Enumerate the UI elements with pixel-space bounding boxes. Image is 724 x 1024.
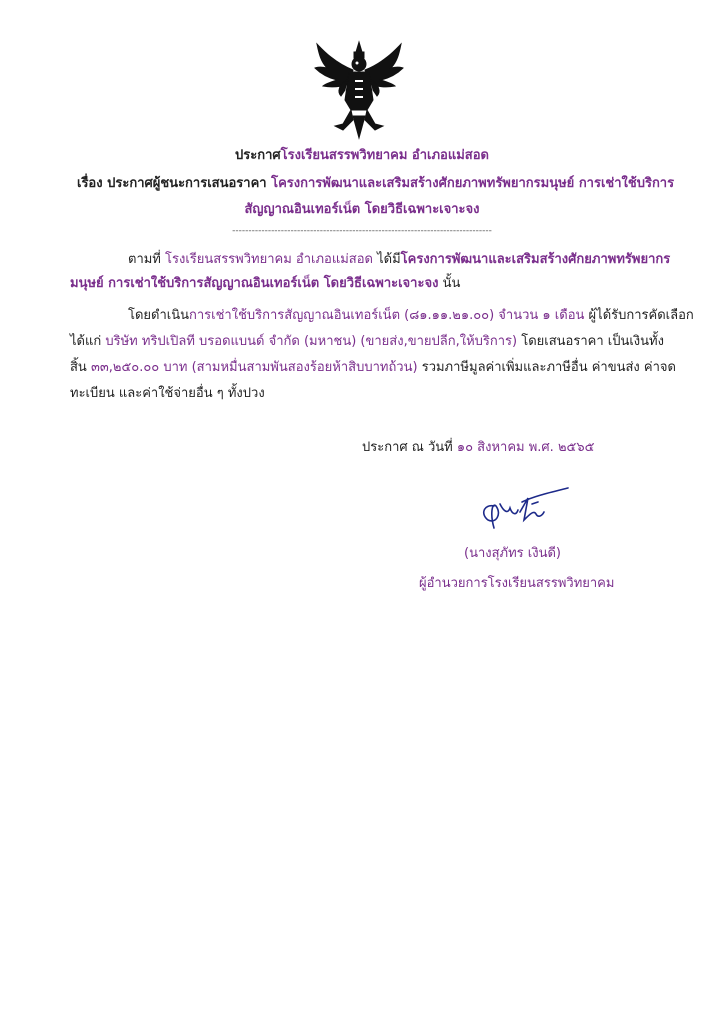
p2-tail: ผู้ได้รับการคัดเลือก [584, 308, 694, 323]
divider: -------------------------------------------------------------------------------- [232, 226, 492, 236]
signer-position: ผู้อำนวยการโรงเรียนสรรพวิทยาคม [419, 576, 615, 591]
p4-prefix: สิ้น [70, 360, 91, 375]
paragraph-1-line-2 [70, 274, 460, 294]
p1-prefix: ตามที่ [128, 252, 166, 267]
subject-line-2: สัญญาณอินเทอร์เน็ต โดยวิธีเฉพาะเจาะจง [244, 202, 480, 217]
subject-line-1 [77, 174, 674, 194]
p1-project-b: มนุษย์ การเช่าใช้บริการสัญญาณอินเทอร์เน็ต โดยวิธีเฉพาะเจาะจง [70, 276, 439, 291]
title-prefix: ประกาศ [235, 148, 281, 163]
garuda-emblem-icon [313, 40, 405, 140]
p3-tail: โดยเสนอราคา เป็นเงินทั้ง [517, 334, 664, 349]
p4-amount: ๓๓,๒๕๐.๐๐ บาท (สามหมื่นสามพันสองร้อยห้าสิบบาทถ้วน) [90, 360, 418, 375]
handwritten-signature [474, 484, 574, 532]
announce-prefix: ประกาศ ณ วันที่ [362, 440, 457, 455]
p4-tail: รวมภาษีมูลค่าเพิ่มและภาษีอื่น ค่าขนส่ง ค่าจด [417, 360, 676, 375]
announce-date-line [362, 438, 594, 458]
p2-qty: จำนวน ๑ เดือน [494, 308, 585, 323]
subject-label: เรื่อง ประกาศผู้ชนะการเสนอราคา [77, 176, 272, 191]
signer-name: (นางสุภัทร เงินดี) [464, 546, 561, 561]
p1-suffix: นั้น [438, 276, 461, 291]
paragraph-2-line-3 [70, 358, 676, 378]
p3-vendor: บริษัท ทริปเปิลที บรอดแบนด์ จำกัด (มหาชน) (ขายส่ง,ขายปลีก,ให้บริการ) [105, 334, 518, 349]
paragraph-2-line-1 [128, 306, 694, 326]
title-school: โรงเรียนสรรพวิทยาคม อำเภอแม่สอด [280, 148, 489, 163]
p2-prefix: โดยดำเนิน [128, 308, 190, 323]
p1-project-a: โครงการพัฒนาและเสริมสร้างศักยภาพทรัพยากร [400, 252, 671, 267]
p1-school: โรงเรียนสรรพวิทยาคม อำเภอแม่สอด [165, 252, 373, 267]
paragraph-2-line-2 [70, 332, 664, 352]
paragraph-1-line-1 [128, 250, 670, 270]
paragraph-2-line-4: ทะเบียน และค่าใช้จ่ายอื่น ๆ ทั้งปวง [70, 386, 265, 401]
p2-item: การเช่าใช้บริการสัญญาณอินเทอร์เน็ต (๘๑.๑๑.๒๑.๐๐) [189, 308, 495, 323]
p3-prefix: ได้แก่ [70, 334, 106, 349]
announce-date: ๑๐ สิงหาคม พ.ศ. ๒๕๖๕ [456, 440, 595, 455]
p1-mid: ได้มี [372, 252, 401, 267]
page-title [0, 146, 724, 166]
subject-project-1: โครงการพัฒนาและเสริมสร้างศักยภาพทรัพยากรมนุษย์ การเช่าใช้บริการ [271, 176, 675, 191]
